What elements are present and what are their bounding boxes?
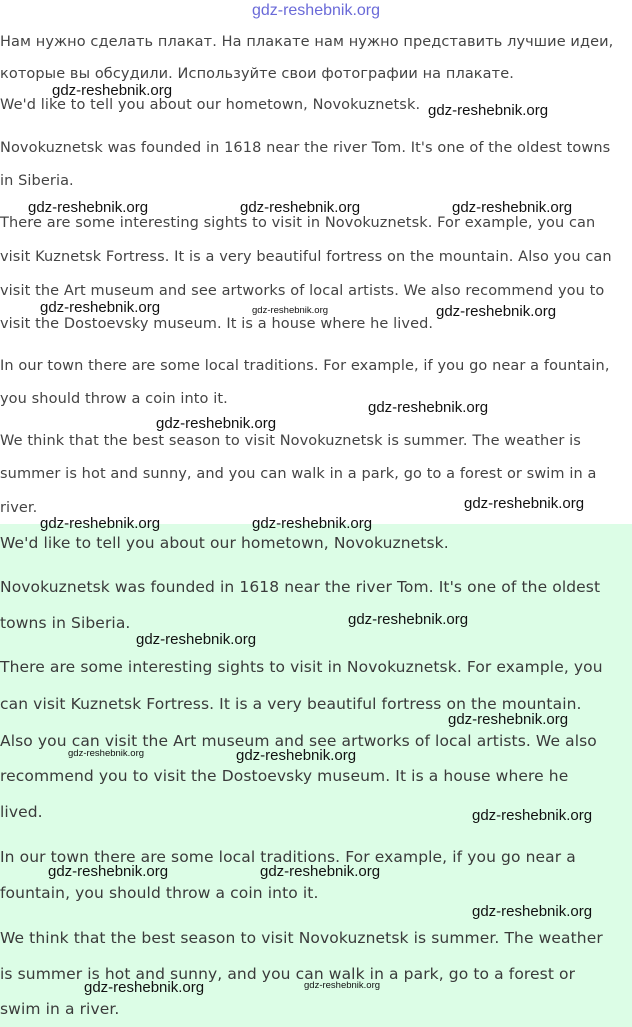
text-line: которые вы обсудили. Используйте свои фотографии на плакате. <box>0 66 514 82</box>
site-title[interactable]: gdz-reshebnik.org <box>251 2 381 19</box>
answer-panel <box>0 524 632 1027</box>
text-line: We'd like to tell you about our hometown, Novokuznetsk. <box>0 97 421 113</box>
watermark: gdz-reshebnik.org <box>52 82 173 99</box>
text-line: swim in a river. <box>0 1000 120 1018</box>
text-line: towns in Siberia. <box>0 614 131 632</box>
text-line: In our town there are some local traditions. For example, if you go near a fountain, <box>0 358 610 374</box>
watermark: gdz-reshebnik.org <box>252 305 329 316</box>
text-line: We think that the best season to visit Novokuznetsk is summer. The weather <box>0 929 603 947</box>
text-line: We'd like to tell you about our hometown, Novokuznetsk. <box>0 534 449 552</box>
text-line: you should throw a coin into it. <box>0 391 228 407</box>
text-line: recommend you to visit the Dostoevsky museum. It is a house where he <box>0 767 569 785</box>
text-line: can visit Kuznetsk Fortress. It is a very beautiful fortress on the mountain. <box>0 695 582 713</box>
watermark: gdz-reshebnik.org <box>472 807 593 824</box>
watermark: gdz-reshebnik.org <box>448 711 569 728</box>
text-line: visit the Dostoevsky museum. It is a house where he lived. <box>0 316 434 332</box>
watermark: gdz-reshebnik.org <box>368 399 489 416</box>
text-line: is summer is hot and sunny, and you can walk in a park, go to a forest or <box>0 965 576 983</box>
text-line: Novokuznetsk was founded in 1618 near the river Tom. It's one of the oldest <box>0 578 601 596</box>
text-line: In our town there are some local traditions. For example, if you go near a <box>0 848 576 866</box>
watermark: gdz-reshebnik.org <box>40 515 161 532</box>
text-line: visit the Art museum and see artworks of local artists. We also recommend you to <box>0 283 605 299</box>
watermark: gdz-reshebnik.org <box>156 415 277 432</box>
text-line: river. <box>0 500 38 516</box>
watermark: gdz-reshebnik.org <box>428 102 549 119</box>
watermark: gdz-reshebnik.org <box>40 299 161 316</box>
watermark: gdz-reshebnik.org <box>252 515 373 532</box>
watermark: gdz-reshebnik.org <box>68 748 145 759</box>
text-line: Novokuznetsk was founded in 1618 near the river Tom. It's one of the oldest towns <box>0 140 611 156</box>
text-line: There are some interesting sights to visit in Novokuznetsk. For example, you can <box>0 215 596 231</box>
text-line: Нам нужно сделать плакат. На плакате нам нужно представить лучшие идеи, <box>0 34 614 50</box>
text-line: fountain, you should throw a coin into it. <box>0 884 319 902</box>
text-line: We think that the best season to visit Novokuznetsk is summer. The weather is <box>0 433 581 449</box>
watermark: gdz-reshebnik.org <box>136 631 257 648</box>
text-line: There are some interesting sights to visit in Novokuznetsk. For example, you <box>0 658 603 676</box>
watermark: gdz-reshebnik.org <box>84 979 205 996</box>
watermark: gdz-reshebnik.org <box>348 611 469 628</box>
watermark: gdz-reshebnik.org <box>452 199 573 216</box>
watermark: gdz-reshebnik.org <box>48 863 169 880</box>
watermark: gdz-reshebnik.org <box>28 199 149 216</box>
watermark: gdz-reshebnik.org <box>472 903 593 920</box>
text-line: lived. <box>0 803 43 821</box>
text-line: visit Kuznetsk Fortress. It is a very beautiful fortress on the mountain. Also you can <box>0 249 612 265</box>
watermark: gdz-reshebnik.org <box>304 980 381 991</box>
text-line: summer is hot and sunny, and you can walk in a park, go to a forest or swim in a <box>0 466 597 482</box>
watermark: gdz-reshebnik.org <box>260 863 381 880</box>
watermark: gdz-reshebnik.org <box>464 495 585 512</box>
watermark: gdz-reshebnik.org <box>240 199 361 216</box>
watermark: gdz-reshebnik.org <box>236 747 357 764</box>
watermark: gdz-reshebnik.org <box>436 303 557 320</box>
text-line: Also you can visit the Art museum and see artworks of local artists. We also <box>0 732 597 750</box>
text-line: in Siberia. <box>0 173 74 189</box>
